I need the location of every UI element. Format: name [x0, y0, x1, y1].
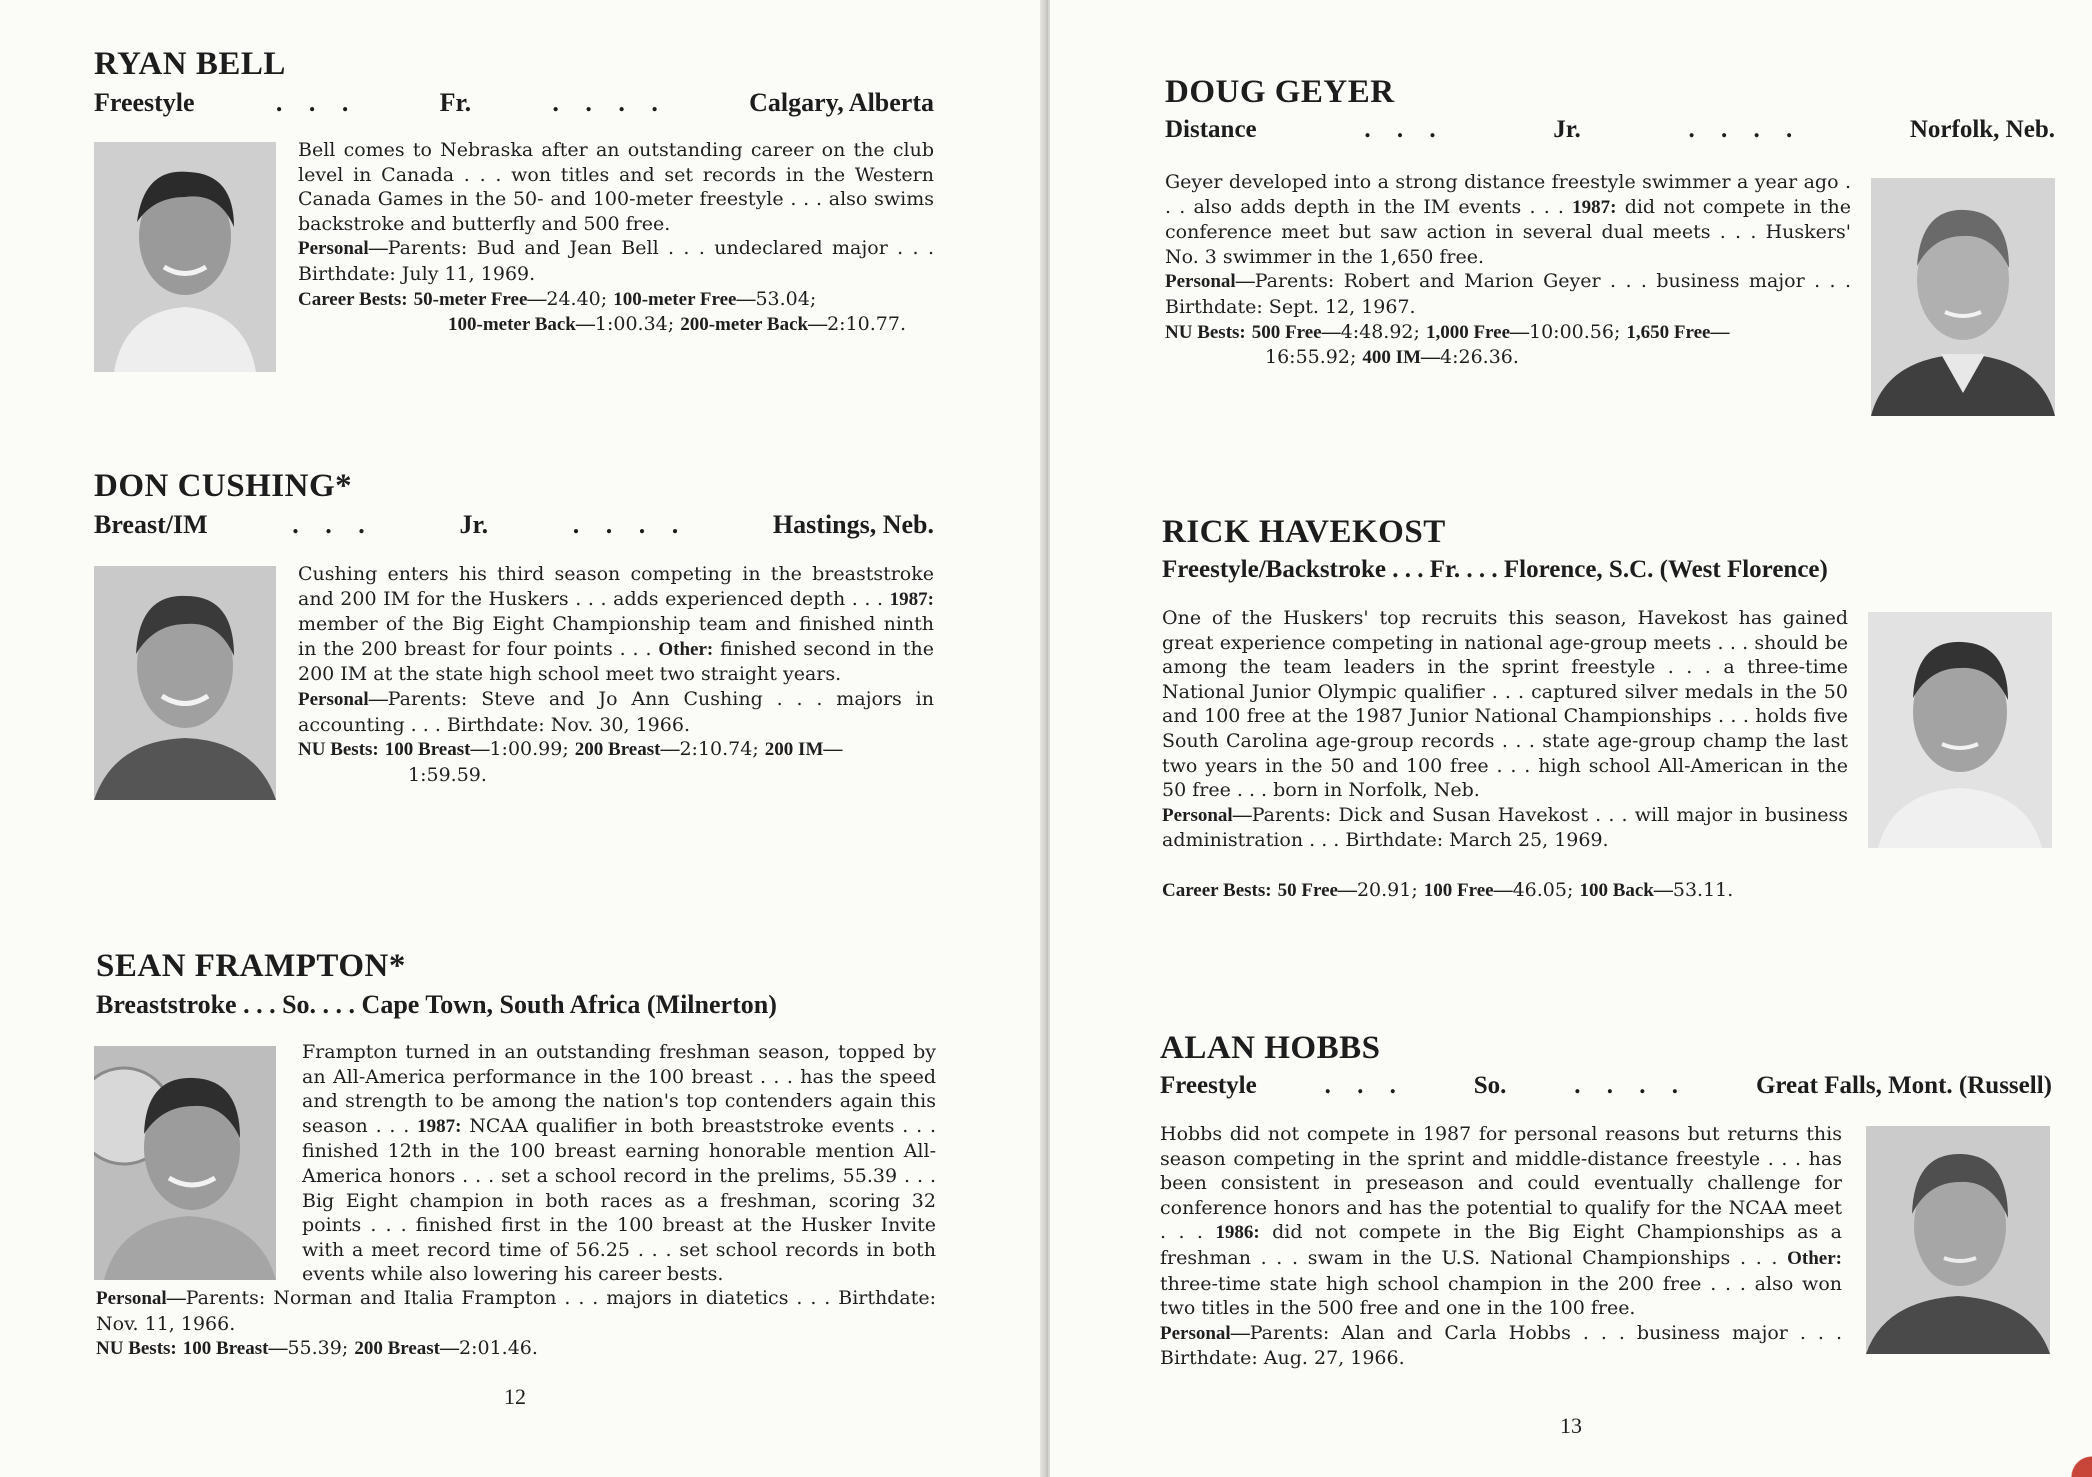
athlete-subhead [1162, 556, 2054, 584]
best-event: 100 Breast— [384, 739, 490, 761]
separator-dots: . . . [236, 990, 283, 1019]
athlete-entry-don-cushing [94, 468, 934, 828]
athlete-class: Jr. [1553, 116, 1581, 143]
page-number: 13 [1560, 1413, 1582, 1438]
separator-dots: . . . [1460, 556, 1504, 583]
portrait-icon [94, 142, 276, 372]
bests-line [298, 737, 934, 763]
athlete-hometown: Norfolk, Neb. [1909, 116, 2055, 143]
bio-year: member of the Big Eight Championship team and finished ninth in the 200 breast for four points . . . [298, 613, 934, 660]
best-event: 500 Free— [1251, 321, 1341, 343]
personal-text: Parents: Bud and Jean Bell . . . undeclared major . . . Birthdate: July 11, 1969. [298, 237, 934, 285]
best-event: 1,000 Free— [1425, 321, 1529, 343]
bests-label: Career Bests: [1162, 880, 1272, 901]
separator-dots: . . . [275, 88, 359, 117]
separator-dots: . . . [1364, 116, 1446, 143]
athlete-bio-footer [96, 1286, 936, 1362]
best-event: 1,650 Free— [1626, 321, 1730, 343]
personal-text: Parents: Norman and Italia Frampton . . . majors in diatetics . . . Birthdate: Nov. 11, 1966. [96, 1287, 936, 1335]
athlete-photo [94, 566, 276, 800]
personal-text: Parents: Dick and Susan Havekost . . . will major in business administration . . . Birthdate: March 25, 1969. [1162, 803, 1848, 852]
athlete-event: Freestyle [1160, 1072, 1257, 1099]
best-event: 200 Breast— [354, 1338, 459, 1360]
athlete-class: So. [282, 990, 317, 1019]
bio-text [298, 562, 934, 687]
athlete-hometown: Calgary, Alberta [749, 88, 934, 117]
athlete-bio [302, 1040, 936, 1287]
athlete-subhead [1160, 1072, 2052, 1100]
bio-text [302, 1040, 936, 1287]
best-event: 100-meter Back— [448, 314, 595, 336]
bio-text [1165, 170, 1851, 269]
best-event: 100-meter Free— [613, 288, 756, 310]
personal-line [96, 1286, 936, 1336]
bests-line-continued [298, 763, 934, 788]
bio-intro: Geyer developed into a strong distance freestyle swimmer a year ago . . . also adds depth in the IM events . . . [1165, 171, 1851, 218]
athlete-event: Distance [1165, 116, 1257, 143]
athlete-hometown: Hastings, Neb. [772, 510, 934, 539]
personal-line [1165, 269, 1851, 319]
best-time: 10:00.56; [1529, 320, 1627, 343]
portrait-icon [1866, 1126, 2050, 1354]
athlete-photo [1866, 1126, 2050, 1354]
personal-label: Personal— [96, 1288, 186, 1309]
bio-intro: Frampton turned in an outstanding freshman season, topped by an All-America performance in the 100 breast . . . has the speed and strength to be among the nation's top contenders again this season . . . [302, 1041, 936, 1137]
athlete-photo [94, 1046, 276, 1280]
best-time: 2:01.46. [458, 1337, 538, 1360]
best-time: 53.11. [1672, 879, 1734, 901]
athlete-name: SEAN FRAMPTON* [96, 948, 406, 984]
page-corner-mark [2066, 1443, 2092, 1477]
best-time: 4:26.36. [1440, 346, 1519, 369]
athlete-event: Breast/IM [94, 510, 208, 539]
bio-year-label: 1987: [889, 588, 934, 610]
personal-label: Personal— [298, 238, 388, 260]
bio-year: did not compete in the conference meet but saw action in several dual meets . . . Huskers' No. 3 swimmer in the 1,650 free. [1165, 195, 1851, 268]
bests-label: NU Bests: [1165, 321, 1246, 343]
best-time: 20.91; [1356, 879, 1424, 901]
portrait-icon [94, 566, 276, 800]
separator-dots: . . . . [1688, 116, 1803, 143]
bio-text: One of the Huskers' top recruits this season, Havekost has gained great experience competing in national age-group meets . . . should be among the team leaders in the sprint freestyle . . . a three-time National Junior Olympic qualifier . . . captured silver medals in the 50 and 100 free at the 1987 Junior National Championships . . . holds five South Carolina age-group records . . . state age-group champ the last two years in the 50 and 100 free . . . high school All-American in the 50 free . . . born in Norfolk, Neb. [1162, 607, 1848, 802]
athlete-name: RICK HAVEKOST [1162, 514, 1446, 550]
bio-other: finished second in the 200 IM at the state high school meet two straight years. [298, 637, 934, 686]
personal-line [298, 236, 934, 286]
athlete-subhead [94, 510, 934, 540]
best-time: 1:00.99; [489, 738, 575, 761]
athlete-bests [1162, 878, 2054, 904]
best-event: 200 IM— [764, 739, 843, 761]
athlete-photo [1868, 612, 2052, 848]
athlete-event: Freestyle [94, 88, 195, 117]
athlete-hometown: Cape Town, South Africa (Milnerton) [361, 990, 777, 1019]
best-time: 16:55.92; [1265, 346, 1363, 369]
separator-dots: . . . [316, 990, 362, 1019]
bests-line-continued [1165, 345, 1851, 371]
personal-text: Parents: Steve and Jo Ann Cushing . . . majors in accounting . . . Birthdate: Nov. 30, 1966. [298, 687, 934, 736]
personal-label: Personal— [1162, 804, 1252, 826]
athlete-bio [1162, 606, 1848, 853]
portrait-icon [1871, 178, 2055, 416]
bio-text [1160, 1122, 1842, 1321]
athlete-name: RYAN BELL [94, 46, 286, 82]
separator-dots: . . . [1386, 556, 1430, 583]
athlete-hometown: Great Falls, Mont. (Russell) [1755, 1072, 2052, 1099]
personal-label: Personal— [1165, 271, 1255, 293]
personal-line [298, 687, 934, 737]
bests-line [1165, 320, 1851, 346]
athlete-entry-rick-havekost [1162, 514, 2054, 914]
athlete-subhead [96, 990, 936, 1020]
best-event: 400 IM— [1362, 347, 1440, 369]
athlete-entry-alan-hobbs [1160, 1030, 2052, 1410]
athlete-photo [1871, 178, 2055, 416]
separator-dots: . . . . [1574, 1072, 1689, 1099]
best-event: 100 Breast— [182, 1338, 288, 1360]
athlete-photo [94, 142, 276, 372]
bests-line [298, 287, 934, 313]
personal-text: Parents: Robert and Marion Geyer . . . business major . . . Birthdate: Sept. 12, 1967. [1165, 270, 1851, 318]
bio-text: Bell comes to Nebraska after an outstanding career on the club level in Canada . . . won titles and set records in the Western Canada Games in the 50- and 100-meter freestyle . . . also swims backstroke and butterfly and 500 free. [298, 139, 934, 235]
athlete-subhead [94, 88, 934, 118]
best-time: 24.40; [546, 287, 614, 310]
best-event: 100 Back— [1579, 880, 1673, 901]
separator-dots: . . . [292, 510, 375, 539]
best-time: 53.04; [755, 287, 817, 310]
personal-label: Personal— [1160, 1322, 1250, 1344]
bio-year-label: 1986: [1215, 1222, 1260, 1244]
athlete-class: So. [1473, 1072, 1507, 1099]
personal-text: Parents: Alan and Carla Hobbs . . . business major . . . Birthdate: Aug. 27, 1966. [1160, 1321, 1842, 1370]
best-time: 1:00.34; [594, 313, 681, 336]
athlete-name: ALAN HOBBS [1160, 1030, 1381, 1066]
athlete-name: DOUG GEYER [1165, 74, 1395, 110]
athlete-entry-ryan-bell [94, 46, 934, 386]
athlete-bio [1165, 170, 1851, 371]
athlete-entry-doug-geyer [1165, 74, 2055, 434]
best-time: 46.05; [1512, 879, 1580, 901]
athlete-entry-sean-frampton [96, 948, 936, 1368]
bio-other: three-time state high school champion in the 200 free . . . also won two titles in the 500 free and one in the 100 free. [1160, 1272, 1842, 1320]
separator-dots: . . . . [572, 510, 689, 539]
best-event: 200-meter Back— [680, 314, 828, 336]
athlete-bio [298, 562, 934, 787]
bio-intro: Cushing enters his third season competing in the breaststroke and 200 IM for the Huskers . . . adds experienced depth . . . [298, 563, 934, 610]
athlete-subhead [1165, 116, 2055, 144]
best-time: 2:10.74; [679, 738, 765, 761]
bio-other-label: Other: [1787, 1247, 1842, 1269]
separator-dots: . . . [1324, 1072, 1406, 1099]
bests-label: Career Bests: [298, 288, 408, 310]
personal-label: Personal— [298, 688, 388, 710]
bests-label: NU Bests: [298, 739, 379, 761]
athlete-event: Freestyle/Backstroke [1162, 556, 1387, 583]
bio-intro: Hobbs did not compete in 1987 for personal reasons but returns this season competing in the sprint and middle-distance freestyle . . . has been consistent in preseason and could eventually challenge for conference honors and has the potential to qualify for the NCAA meet . . . [1160, 1123, 1842, 1244]
athlete-hometown: Florence, S.C. (West Florence) [1503, 556, 1828, 583]
separator-dots: . . . . [552, 88, 668, 117]
athlete-bio [1160, 1122, 1842, 1371]
bio-year-label: 1987: [417, 1115, 462, 1137]
right-page [1050, 0, 2092, 1477]
bio-year-label: 1987: [1572, 196, 1617, 218]
athlete-bio [298, 138, 934, 338]
personal-line [1160, 1321, 1842, 1371]
portrait-icon [1868, 612, 2052, 848]
bests-line [1162, 878, 2054, 904]
athlete-class: Fr. [1429, 556, 1461, 583]
athlete-name: DON CUSHING* [94, 468, 353, 504]
athlete-class: Jr. [459, 510, 489, 539]
best-event: 50-meter Free— [413, 288, 547, 310]
bio-year: NCAA qualifier in both breaststroke events . . . finished 12th in the 100 breast earning honorable mention All-America honors . . . set a school record in the prelims, 55.39 . . . Big Eight champion in both races as a freshman, scoring 32 points . . . finished first in the 100 breast at the Husker Invite with a meet record time of 56.25 . . . set school records in both events while also lowering his career bests. [302, 1114, 936, 1286]
athlete-event: Breaststroke [96, 990, 237, 1019]
bests-label: NU Bests: [96, 1338, 177, 1360]
best-time: 2:10.77. [827, 313, 907, 336]
best-event: 200 Breast— [574, 739, 680, 761]
portrait-icon [94, 1046, 276, 1280]
left-page [0, 0, 1044, 1477]
best-event: 100 Free— [1423, 880, 1513, 901]
athlete-class: Fr. [439, 88, 472, 117]
bio-other-label: Other: [658, 638, 714, 660]
best-time: 1:59.59. [408, 763, 487, 786]
best-event: 50 Free— [1277, 880, 1357, 901]
page-number: 12 [504, 1384, 526, 1409]
personal-line [1162, 803, 1848, 853]
bests-line-continued [298, 312, 934, 338]
bests-line [96, 1336, 936, 1362]
best-time: 4:48.92; [1340, 320, 1426, 343]
best-time: 55.39; [287, 1337, 355, 1360]
bio-year: did not compete in the Big Eight Championships as a freshman . . . swam in the U.S. National Championships . . . [1160, 1221, 1842, 1269]
